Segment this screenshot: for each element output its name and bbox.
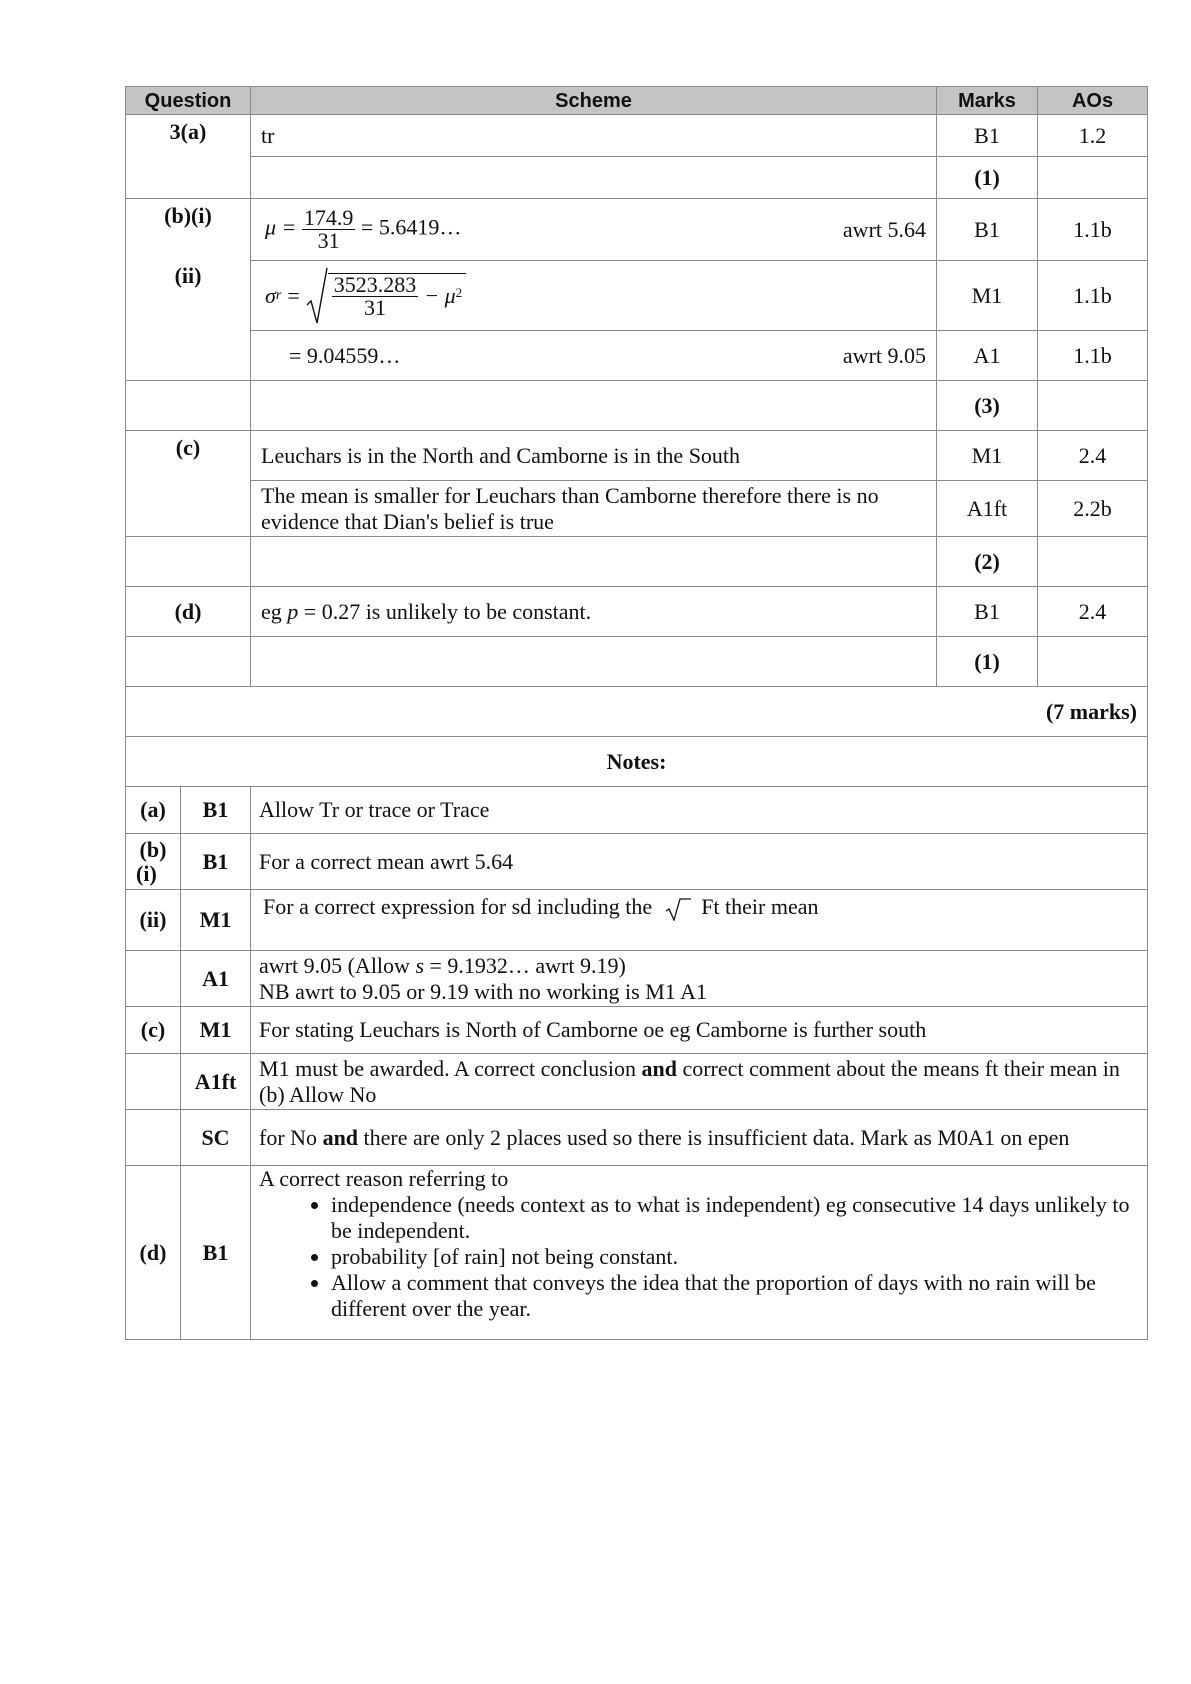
ao-cell xyxy=(1038,157,1148,199)
question-label: (c) xyxy=(126,431,251,537)
scheme-cell: Leuchars is in the North and Camborne is in the South xyxy=(251,431,937,481)
fraction-denominator: 31 xyxy=(364,294,386,320)
note-row-bi xyxy=(126,834,1148,890)
note-mark: B1 xyxy=(181,1166,251,1340)
mark-cell: B1 xyxy=(937,115,1038,157)
note-part: (ii) xyxy=(126,890,181,951)
note-part: (c) xyxy=(126,1007,181,1054)
list-item: • Allow a comment that conveys the idea that the proportion of days with no rain will be different over the year. xyxy=(331,1270,1139,1322)
mark-cell: B1 xyxy=(937,199,1038,261)
note-row-bii-a1 xyxy=(126,951,1148,1007)
mark-total: (1) xyxy=(937,637,1038,687)
mark-cell: A1 xyxy=(937,331,1038,381)
note-row-d xyxy=(126,1166,1148,1340)
row-3b-mean xyxy=(126,199,1148,261)
ao-cell: 1.1b xyxy=(1038,199,1148,261)
mark-cell: M1 xyxy=(937,261,1038,331)
mark-total: (2) xyxy=(937,537,1038,587)
note-text: M1 must be awarded. A correct conclusion and correct comment about the means ft their mean in (b) Allow No xyxy=(251,1054,1148,1110)
note-text: awrt 9.05 (Allow s = 9.1932… awrt 9.19) NB awrt to 9.05 or 9.19 with no working is M1 A1 xyxy=(251,951,1148,1007)
note-text: For stating Leuchars is North of Camborne oe eg Camborne is further south xyxy=(251,1007,1148,1054)
sigma-subscript: r xyxy=(275,287,282,303)
note-mark: B1 xyxy=(181,787,251,834)
sd-result: = 9.04559… xyxy=(289,342,401,368)
scheme-cell: tr xyxy=(251,115,937,157)
scheme-cell xyxy=(251,331,937,381)
note-part-line: (b) xyxy=(139,836,167,862)
question-label xyxy=(126,199,251,381)
mark-cell: A1ft xyxy=(937,481,1038,537)
note-row-c-sc xyxy=(126,1110,1148,1166)
row-3d xyxy=(126,587,1148,637)
fraction-denominator: 31 xyxy=(317,228,340,253)
scheme-cell xyxy=(251,587,937,637)
note-text: For a correct mean awrt 5.64 xyxy=(251,834,1148,890)
list-item: • probability [of rain] not being constant. xyxy=(331,1244,1139,1270)
awrt-note: awrt 5.64 xyxy=(842,216,927,242)
mark-cell: M1 xyxy=(937,431,1038,481)
scheme-text: eg xyxy=(261,598,288,624)
row-notes-title xyxy=(126,737,1148,787)
mu-symbol: μ = xyxy=(265,214,297,240)
note-text: Allow Tr or trace or Trace xyxy=(251,787,1148,834)
row-grand-total xyxy=(126,687,1148,737)
marks-header: Marks xyxy=(937,87,1038,115)
scheme-cell xyxy=(251,261,937,331)
row-3b-sd xyxy=(126,261,1148,331)
scheme-cell xyxy=(251,157,937,199)
grand-total: (7 marks) xyxy=(126,687,1148,737)
ao-cell: 1.1b xyxy=(1038,331,1148,381)
ao-cell: 2.4 xyxy=(1038,587,1148,637)
note-mark: M1 xyxy=(181,890,251,951)
notes-title: Notes: xyxy=(126,737,1148,787)
mu-fraction xyxy=(302,207,356,252)
row-3b-total xyxy=(126,381,1148,431)
exponent: 2 xyxy=(455,284,463,300)
note-part xyxy=(126,834,181,890)
mark-cell: B1 xyxy=(937,587,1038,637)
row-3a-total xyxy=(126,157,1148,199)
note-mark: A1ft xyxy=(181,1054,251,1110)
part-label-bi: (b)(i) xyxy=(164,203,212,228)
scheme-text: = 0.27 is unlikely to be constant. xyxy=(298,598,592,624)
ao-cell: 1.2 xyxy=(1038,115,1148,157)
note-mark: M1 xyxy=(181,1007,251,1054)
header-row xyxy=(126,87,1148,115)
question-label: 3(a) xyxy=(126,115,251,199)
note-mark: B1 xyxy=(181,834,251,890)
row-3c-m1 xyxy=(126,431,1148,481)
note-row-c-m1 xyxy=(126,1007,1148,1054)
mark-total: (1) xyxy=(937,157,1038,199)
ao-cell: 2.2b xyxy=(1038,481,1148,537)
note-part: (a) xyxy=(126,787,181,834)
row-3a xyxy=(126,115,1148,157)
row-3c-a1 xyxy=(126,481,1148,537)
part-label-bii: (ii) xyxy=(174,263,202,288)
mark-scheme-table xyxy=(125,86,1148,1340)
mark-total: (3) xyxy=(937,381,1038,431)
fraction-numerator: 174.9 xyxy=(303,205,354,230)
note-part-line: (i) xyxy=(136,860,157,886)
scheme-cell: The mean is smaller for Leuchars than Camborne therefore there is no evidence that Dian's belief is true xyxy=(251,481,937,537)
mark-scheme xyxy=(125,86,1147,1340)
equals-sign: = xyxy=(287,282,300,308)
variable-p: p xyxy=(287,598,299,624)
note-text: For a correct expression for sd including the Ft their mean xyxy=(251,890,1148,951)
note-mark: A1 xyxy=(181,951,251,1007)
ao-cell: 1.1b xyxy=(1038,261,1148,331)
question-label: (d) xyxy=(126,587,251,637)
note-row-a xyxy=(126,787,1148,834)
question-header: Question xyxy=(126,87,251,115)
mu-result: = 5.6419… xyxy=(360,214,462,240)
row-3b-result xyxy=(126,331,1148,381)
sigma-symbol: σ xyxy=(265,282,276,308)
ao-cell: 2.4 xyxy=(1038,431,1148,481)
row-3c-total xyxy=(126,537,1148,587)
awrt-note: awrt 9.05 xyxy=(842,342,927,368)
reason-list xyxy=(259,1192,1139,1322)
note-text xyxy=(251,1166,1148,1340)
note-mark: SC xyxy=(181,1110,251,1166)
sqrt-icon xyxy=(662,897,692,921)
note-intro: A correct reason referring to xyxy=(259,1166,509,1191)
sqrt-icon xyxy=(306,267,328,325)
note-part: (d) xyxy=(126,1166,181,1340)
fraction-numerator: 3523.283 xyxy=(333,271,417,297)
scheme-header: Scheme xyxy=(251,87,937,115)
sqrt-expression xyxy=(306,267,466,325)
aos-header: AOs xyxy=(1038,87,1148,115)
note-text: for No and there are only 2 places used so there is insufficient data. Mark as M0A1 on epen xyxy=(251,1110,1148,1166)
list-item: • independence (needs context as to what is independent) eg consecutive 14 days unlikely to be independent. xyxy=(331,1192,1139,1244)
scheme-cell xyxy=(251,199,937,261)
note-row-bii xyxy=(126,890,1148,951)
row-3d-total xyxy=(126,637,1148,687)
minus-mu: − μ xyxy=(424,283,456,308)
note-row-c-a1 xyxy=(126,1054,1148,1110)
sd-fraction xyxy=(332,271,419,320)
